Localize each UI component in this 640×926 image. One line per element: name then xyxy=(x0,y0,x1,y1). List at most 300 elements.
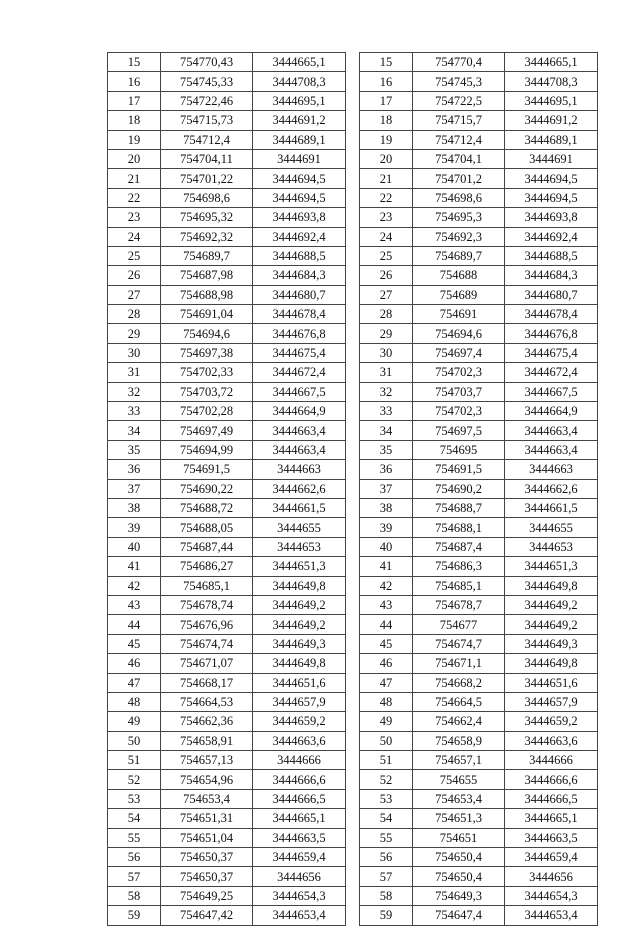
right-y-coordinate-cell: 3444693,8 xyxy=(505,208,598,227)
right-x-coordinate-cell: 754695,3 xyxy=(413,208,505,227)
left-point-number-cell: 53 xyxy=(108,789,161,808)
right-x-coordinate-cell: 754688,7 xyxy=(413,498,505,517)
right-x-coordinate-cell: 754677 xyxy=(413,615,505,634)
right-y-coordinate-cell: 3444694,5 xyxy=(505,188,598,207)
right-point-number-cell: 58 xyxy=(360,886,413,905)
left-y-coordinate-cell: 3444680,7 xyxy=(253,285,346,304)
column-gap xyxy=(346,809,360,828)
left-x-coordinate-cell: 754697,38 xyxy=(161,343,253,362)
right-point-number-cell: 16 xyxy=(360,72,413,91)
left-x-coordinate-cell: 754671,07 xyxy=(161,654,253,673)
column-gap xyxy=(346,712,360,731)
right-point-number-cell: 28 xyxy=(360,305,413,324)
left-point-number-cell: 48 xyxy=(108,692,161,711)
left-y-coordinate-cell: 3444659,2 xyxy=(253,712,346,731)
table-row xyxy=(108,751,598,770)
table-row xyxy=(108,770,598,789)
left-x-coordinate-cell: 754685,1 xyxy=(161,576,253,595)
table-row xyxy=(108,654,598,673)
left-x-coordinate-cell: 754650,37 xyxy=(161,848,253,867)
left-point-number-cell: 26 xyxy=(108,266,161,285)
left-y-coordinate-cell: 3444653 xyxy=(253,537,346,556)
right-x-coordinate-cell: 754686,3 xyxy=(413,557,505,576)
left-point-number-cell: 15 xyxy=(108,53,161,72)
left-point-number-cell: 43 xyxy=(108,595,161,614)
table-row xyxy=(108,169,598,188)
left-point-number-cell: 33 xyxy=(108,402,161,421)
left-x-coordinate-cell: 754650,37 xyxy=(161,867,253,886)
left-x-coordinate-cell: 754698,6 xyxy=(161,188,253,207)
right-point-number-cell: 54 xyxy=(360,809,413,828)
table-row xyxy=(108,634,598,653)
table-row xyxy=(108,576,598,595)
right-x-coordinate-cell: 754712,4 xyxy=(413,130,505,149)
column-gap xyxy=(346,595,360,614)
left-y-coordinate-cell: 3444665,1 xyxy=(253,53,346,72)
right-x-coordinate-cell: 754690,2 xyxy=(413,479,505,498)
right-point-number-cell: 51 xyxy=(360,751,413,770)
right-x-coordinate-cell: 754691 xyxy=(413,305,505,324)
table-row xyxy=(108,53,598,72)
left-y-coordinate-cell: 3444693,8 xyxy=(253,208,346,227)
left-x-coordinate-cell: 754676,96 xyxy=(161,615,253,634)
left-point-number-cell: 47 xyxy=(108,673,161,692)
right-y-coordinate-cell: 3444655 xyxy=(505,518,598,537)
right-y-coordinate-cell: 3444659,4 xyxy=(505,848,598,867)
table-row xyxy=(108,343,598,362)
right-x-coordinate-cell: 754668,2 xyxy=(413,673,505,692)
left-point-number-cell: 55 xyxy=(108,828,161,847)
left-x-coordinate-cell: 754694,99 xyxy=(161,440,253,459)
left-point-number-cell: 19 xyxy=(108,130,161,149)
right-point-number-cell: 42 xyxy=(360,576,413,595)
left-y-coordinate-cell: 3444649,8 xyxy=(253,654,346,673)
left-x-coordinate-cell: 754691,5 xyxy=(161,460,253,479)
left-y-coordinate-cell: 3444664,9 xyxy=(253,402,346,421)
right-x-coordinate-cell: 754685,1 xyxy=(413,576,505,595)
left-point-number-cell: 31 xyxy=(108,363,161,382)
table-row xyxy=(108,130,598,149)
table-row xyxy=(108,208,598,227)
right-x-coordinate-cell: 754658,9 xyxy=(413,731,505,750)
table-row xyxy=(108,498,598,517)
right-point-number-cell: 32 xyxy=(360,382,413,401)
right-point-number-cell: 35 xyxy=(360,440,413,459)
left-point-number-cell: 37 xyxy=(108,479,161,498)
left-x-coordinate-cell: 754701,22 xyxy=(161,169,253,188)
left-point-number-cell: 45 xyxy=(108,634,161,653)
right-point-number-cell: 40 xyxy=(360,537,413,556)
column-gap xyxy=(346,363,360,382)
right-y-coordinate-cell: 3444688,5 xyxy=(505,246,598,265)
column-gap xyxy=(346,557,360,576)
column-gap xyxy=(346,673,360,692)
right-y-coordinate-cell: 3444667,5 xyxy=(505,382,598,401)
left-x-coordinate-cell: 754690,22 xyxy=(161,479,253,498)
column-gap xyxy=(346,343,360,362)
right-y-coordinate-cell: 3444684,3 xyxy=(505,266,598,285)
right-y-coordinate-cell: 3444666,5 xyxy=(505,789,598,808)
right-x-coordinate-cell: 754697,5 xyxy=(413,421,505,440)
coordinates-table xyxy=(107,52,598,926)
right-point-number-cell: 56 xyxy=(360,848,413,867)
table-row xyxy=(108,809,598,828)
left-point-number-cell: 52 xyxy=(108,770,161,789)
right-y-coordinate-cell: 3444649,2 xyxy=(505,615,598,634)
left-x-coordinate-cell: 754688,98 xyxy=(161,285,253,304)
left-x-coordinate-cell: 754688,05 xyxy=(161,518,253,537)
left-point-number-cell: 54 xyxy=(108,809,161,828)
column-gap xyxy=(346,906,360,925)
column-gap xyxy=(346,634,360,653)
left-y-coordinate-cell: 3444665,1 xyxy=(253,809,346,828)
right-y-coordinate-cell: 3444678,4 xyxy=(505,305,598,324)
left-x-coordinate-cell: 754651,04 xyxy=(161,828,253,847)
right-x-coordinate-cell: 754689 xyxy=(413,285,505,304)
left-x-coordinate-cell: 754651,31 xyxy=(161,809,253,828)
right-point-number-cell: 22 xyxy=(360,188,413,207)
left-y-coordinate-cell: 3444672,4 xyxy=(253,363,346,382)
right-y-coordinate-cell: 3444651,3 xyxy=(505,557,598,576)
left-point-number-cell: 23 xyxy=(108,208,161,227)
right-x-coordinate-cell: 754691,5 xyxy=(413,460,505,479)
left-x-coordinate-cell: 754668,17 xyxy=(161,673,253,692)
right-y-coordinate-cell: 3444665,1 xyxy=(505,53,598,72)
right-x-coordinate-cell: 754674,7 xyxy=(413,634,505,653)
right-point-number-cell: 21 xyxy=(360,169,413,188)
table-row xyxy=(108,111,598,130)
left-x-coordinate-cell: 754702,28 xyxy=(161,402,253,421)
table-row xyxy=(108,886,598,905)
left-x-coordinate-cell: 754688,72 xyxy=(161,498,253,517)
right-x-coordinate-cell: 754688 xyxy=(413,266,505,285)
right-point-number-cell: 27 xyxy=(360,285,413,304)
right-point-number-cell: 19 xyxy=(360,130,413,149)
left-point-number-cell: 41 xyxy=(108,557,161,576)
left-point-number-cell: 59 xyxy=(108,906,161,925)
left-y-coordinate-cell: 3444667,5 xyxy=(253,382,346,401)
left-point-number-cell: 50 xyxy=(108,731,161,750)
right-x-coordinate-cell: 754664,5 xyxy=(413,692,505,711)
left-point-number-cell: 42 xyxy=(108,576,161,595)
column-gap xyxy=(346,576,360,595)
left-point-number-cell: 34 xyxy=(108,421,161,440)
left-point-number-cell: 16 xyxy=(108,72,161,91)
table-row xyxy=(108,789,598,808)
column-gap xyxy=(346,789,360,808)
right-y-coordinate-cell: 3444663 xyxy=(505,460,598,479)
right-x-coordinate-cell: 754703,7 xyxy=(413,382,505,401)
left-point-number-cell: 22 xyxy=(108,188,161,207)
table-row xyxy=(108,828,598,847)
table-row xyxy=(108,72,598,91)
right-point-number-cell: 44 xyxy=(360,615,413,634)
right-y-coordinate-cell: 3444666 xyxy=(505,751,598,770)
left-x-coordinate-cell: 754657,13 xyxy=(161,751,253,770)
table-row xyxy=(108,363,598,382)
left-y-coordinate-cell: 3444691 xyxy=(253,149,346,168)
left-y-coordinate-cell: 3444649,2 xyxy=(253,615,346,634)
right-y-coordinate-cell: 3444653 xyxy=(505,537,598,556)
column-gap xyxy=(346,537,360,556)
right-y-coordinate-cell: 3444661,5 xyxy=(505,498,598,517)
left-x-coordinate-cell: 754664,53 xyxy=(161,692,253,711)
left-x-coordinate-cell: 754674,74 xyxy=(161,634,253,653)
right-x-coordinate-cell: 754722,5 xyxy=(413,91,505,110)
left-point-number-cell: 36 xyxy=(108,460,161,479)
column-gap xyxy=(346,615,360,634)
left-x-coordinate-cell: 754653,4 xyxy=(161,789,253,808)
right-x-coordinate-cell: 754702,3 xyxy=(413,402,505,421)
left-x-coordinate-cell: 754662,36 xyxy=(161,712,253,731)
coordinates-table-body xyxy=(108,53,598,926)
table-row xyxy=(108,518,598,537)
left-x-coordinate-cell: 754704,11 xyxy=(161,149,253,168)
right-y-coordinate-cell: 3444662,6 xyxy=(505,479,598,498)
left-y-coordinate-cell: 3444675,4 xyxy=(253,343,346,362)
left-point-number-cell: 24 xyxy=(108,227,161,246)
left-x-coordinate-cell: 754745,33 xyxy=(161,72,253,91)
table-row xyxy=(108,557,598,576)
right-y-coordinate-cell: 3444649,8 xyxy=(505,576,598,595)
left-y-coordinate-cell: 3444666 xyxy=(253,751,346,770)
column-gap xyxy=(346,886,360,905)
column-gap xyxy=(346,324,360,343)
right-x-coordinate-cell: 754650,4 xyxy=(413,867,505,886)
column-gap xyxy=(346,654,360,673)
left-x-coordinate-cell: 754689,7 xyxy=(161,246,253,265)
table-row xyxy=(108,537,598,556)
left-point-number-cell: 58 xyxy=(108,886,161,905)
left-y-coordinate-cell: 3444651,3 xyxy=(253,557,346,576)
right-point-number-cell: 17 xyxy=(360,91,413,110)
left-y-coordinate-cell: 3444663,4 xyxy=(253,421,346,440)
right-point-number-cell: 55 xyxy=(360,828,413,847)
right-x-coordinate-cell: 754704,1 xyxy=(413,149,505,168)
right-x-coordinate-cell: 754697,4 xyxy=(413,343,505,362)
right-x-coordinate-cell: 754657,1 xyxy=(413,751,505,770)
column-gap xyxy=(346,188,360,207)
left-x-coordinate-cell: 754678,74 xyxy=(161,595,253,614)
right-point-number-cell: 20 xyxy=(360,149,413,168)
left-point-number-cell: 17 xyxy=(108,91,161,110)
left-point-number-cell: 30 xyxy=(108,343,161,362)
left-y-coordinate-cell: 3444678,4 xyxy=(253,305,346,324)
right-y-coordinate-cell: 3444649,2 xyxy=(505,595,598,614)
table-row xyxy=(108,712,598,731)
column-gap xyxy=(346,421,360,440)
left-point-number-cell: 35 xyxy=(108,440,161,459)
left-y-coordinate-cell: 3444662,6 xyxy=(253,479,346,498)
right-y-coordinate-cell: 3444653,4 xyxy=(505,906,598,925)
right-y-coordinate-cell: 3444663,5 xyxy=(505,828,598,847)
table-row xyxy=(108,149,598,168)
right-point-number-cell: 31 xyxy=(360,363,413,382)
right-x-coordinate-cell: 754692,3 xyxy=(413,227,505,246)
right-x-coordinate-cell: 754650,4 xyxy=(413,848,505,867)
left-x-coordinate-cell: 754694,6 xyxy=(161,324,253,343)
left-y-coordinate-cell: 3444649,3 xyxy=(253,634,346,653)
left-point-number-cell: 57 xyxy=(108,867,161,886)
column-gap xyxy=(346,460,360,479)
right-y-coordinate-cell: 3444663,4 xyxy=(505,440,598,459)
table-row xyxy=(108,848,598,867)
left-x-coordinate-cell: 754770,43 xyxy=(161,53,253,72)
column-gap xyxy=(346,208,360,227)
right-x-coordinate-cell: 754678,7 xyxy=(413,595,505,614)
left-y-coordinate-cell: 3444708,3 xyxy=(253,72,346,91)
right-point-number-cell: 52 xyxy=(360,770,413,789)
column-gap xyxy=(346,731,360,750)
right-x-coordinate-cell: 754701,2 xyxy=(413,169,505,188)
left-y-coordinate-cell: 3444651,6 xyxy=(253,673,346,692)
column-gap xyxy=(346,169,360,188)
left-y-coordinate-cell: 3444649,2 xyxy=(253,595,346,614)
left-x-coordinate-cell: 754715,73 xyxy=(161,111,253,130)
left-point-number-cell: 39 xyxy=(108,518,161,537)
right-point-number-cell: 49 xyxy=(360,712,413,731)
right-point-number-cell: 46 xyxy=(360,654,413,673)
left-point-number-cell: 18 xyxy=(108,111,161,130)
table-row xyxy=(108,421,598,440)
table-row xyxy=(108,324,598,343)
left-y-coordinate-cell: 3444688,5 xyxy=(253,246,346,265)
right-y-coordinate-cell: 3444649,8 xyxy=(505,654,598,673)
column-gap xyxy=(346,246,360,265)
right-y-coordinate-cell: 3444691 xyxy=(505,149,598,168)
left-y-coordinate-cell: 3444655 xyxy=(253,518,346,537)
right-point-number-cell: 38 xyxy=(360,498,413,517)
left-y-coordinate-cell: 3444663,6 xyxy=(253,731,346,750)
left-point-number-cell: 38 xyxy=(108,498,161,517)
left-point-number-cell: 29 xyxy=(108,324,161,343)
left-x-coordinate-cell: 754687,98 xyxy=(161,266,253,285)
left-y-coordinate-cell: 3444694,5 xyxy=(253,169,346,188)
table-row xyxy=(108,460,598,479)
column-gap xyxy=(346,751,360,770)
right-point-number-cell: 29 xyxy=(360,324,413,343)
right-point-number-cell: 57 xyxy=(360,867,413,886)
column-gap xyxy=(346,828,360,847)
left-x-coordinate-cell: 754658,91 xyxy=(161,731,253,750)
left-point-number-cell: 44 xyxy=(108,615,161,634)
column-gap xyxy=(346,867,360,886)
column-gap xyxy=(346,479,360,498)
column-gap xyxy=(346,266,360,285)
left-x-coordinate-cell: 754691,04 xyxy=(161,305,253,324)
right-y-coordinate-cell: 3444663,6 xyxy=(505,731,598,750)
right-point-number-cell: 45 xyxy=(360,634,413,653)
right-point-number-cell: 41 xyxy=(360,557,413,576)
column-gap xyxy=(346,770,360,789)
column-gap xyxy=(346,111,360,130)
left-y-coordinate-cell: 3444684,3 xyxy=(253,266,346,285)
left-y-coordinate-cell: 3444663,4 xyxy=(253,440,346,459)
left-y-coordinate-cell: 3444692,4 xyxy=(253,227,346,246)
right-y-coordinate-cell: 3444672,4 xyxy=(505,363,598,382)
left-x-coordinate-cell: 754686,27 xyxy=(161,557,253,576)
right-point-number-cell: 34 xyxy=(360,421,413,440)
column-gap xyxy=(346,518,360,537)
right-x-coordinate-cell: 754687,4 xyxy=(413,537,505,556)
left-x-coordinate-cell: 754702,33 xyxy=(161,363,253,382)
right-y-coordinate-cell: 3444692,4 xyxy=(505,227,598,246)
right-point-number-cell: 15 xyxy=(360,53,413,72)
right-y-coordinate-cell: 3444657,9 xyxy=(505,692,598,711)
right-y-coordinate-cell: 3444663,4 xyxy=(505,421,598,440)
table-row xyxy=(108,266,598,285)
left-x-coordinate-cell: 754722,46 xyxy=(161,91,253,110)
column-gap xyxy=(346,402,360,421)
table-row xyxy=(108,867,598,886)
left-y-coordinate-cell: 3444659,4 xyxy=(253,848,346,867)
right-x-coordinate-cell: 754694,6 xyxy=(413,324,505,343)
right-y-coordinate-cell: 3444694,5 xyxy=(505,169,598,188)
left-x-coordinate-cell: 754647,42 xyxy=(161,906,253,925)
left-y-coordinate-cell: 3444663,5 xyxy=(253,828,346,847)
left-y-coordinate-cell: 3444661,5 xyxy=(253,498,346,517)
right-y-coordinate-cell: 3444680,7 xyxy=(505,285,598,304)
column-gap xyxy=(346,498,360,517)
right-y-coordinate-cell: 3444651,6 xyxy=(505,673,598,692)
right-x-coordinate-cell: 754745,3 xyxy=(413,72,505,91)
right-point-number-cell: 33 xyxy=(360,402,413,421)
right-x-coordinate-cell: 754770,4 xyxy=(413,53,505,72)
right-x-coordinate-cell: 754671,1 xyxy=(413,654,505,673)
left-y-coordinate-cell: 3444691,2 xyxy=(253,111,346,130)
left-y-coordinate-cell: 3444666,5 xyxy=(253,789,346,808)
column-gap xyxy=(346,382,360,401)
right-x-coordinate-cell: 754653,4 xyxy=(413,789,505,808)
left-x-coordinate-cell: 754695,32 xyxy=(161,208,253,227)
right-point-number-cell: 37 xyxy=(360,479,413,498)
table-row xyxy=(108,673,598,692)
left-y-coordinate-cell: 3444656 xyxy=(253,867,346,886)
right-x-coordinate-cell: 754715,7 xyxy=(413,111,505,130)
right-y-coordinate-cell: 3444666,6 xyxy=(505,770,598,789)
column-gap xyxy=(346,149,360,168)
left-y-coordinate-cell: 3444657,9 xyxy=(253,692,346,711)
left-point-number-cell: 28 xyxy=(108,305,161,324)
table-row xyxy=(108,692,598,711)
table-row xyxy=(108,246,598,265)
left-x-coordinate-cell: 754692,32 xyxy=(161,227,253,246)
right-x-coordinate-cell: 754651 xyxy=(413,828,505,847)
left-x-coordinate-cell: 754703,72 xyxy=(161,382,253,401)
table-row xyxy=(108,285,598,304)
right-point-number-cell: 53 xyxy=(360,789,413,808)
right-point-number-cell: 30 xyxy=(360,343,413,362)
right-x-coordinate-cell: 754649,3 xyxy=(413,886,505,905)
left-point-number-cell: 46 xyxy=(108,654,161,673)
left-point-number-cell: 20 xyxy=(108,149,161,168)
right-y-coordinate-cell: 3444649,3 xyxy=(505,634,598,653)
left-y-coordinate-cell: 3444689,1 xyxy=(253,130,346,149)
right-point-number-cell: 59 xyxy=(360,906,413,925)
left-point-number-cell: 25 xyxy=(108,246,161,265)
left-x-coordinate-cell: 754697,49 xyxy=(161,421,253,440)
right-point-number-cell: 50 xyxy=(360,731,413,750)
column-gap xyxy=(346,227,360,246)
table-row xyxy=(108,382,598,401)
left-y-coordinate-cell: 3444653,4 xyxy=(253,906,346,925)
right-y-coordinate-cell: 3444656 xyxy=(505,867,598,886)
left-point-number-cell: 49 xyxy=(108,712,161,731)
table-row xyxy=(108,305,598,324)
table-row xyxy=(108,227,598,246)
right-point-number-cell: 26 xyxy=(360,266,413,285)
left-point-number-cell: 56 xyxy=(108,848,161,867)
